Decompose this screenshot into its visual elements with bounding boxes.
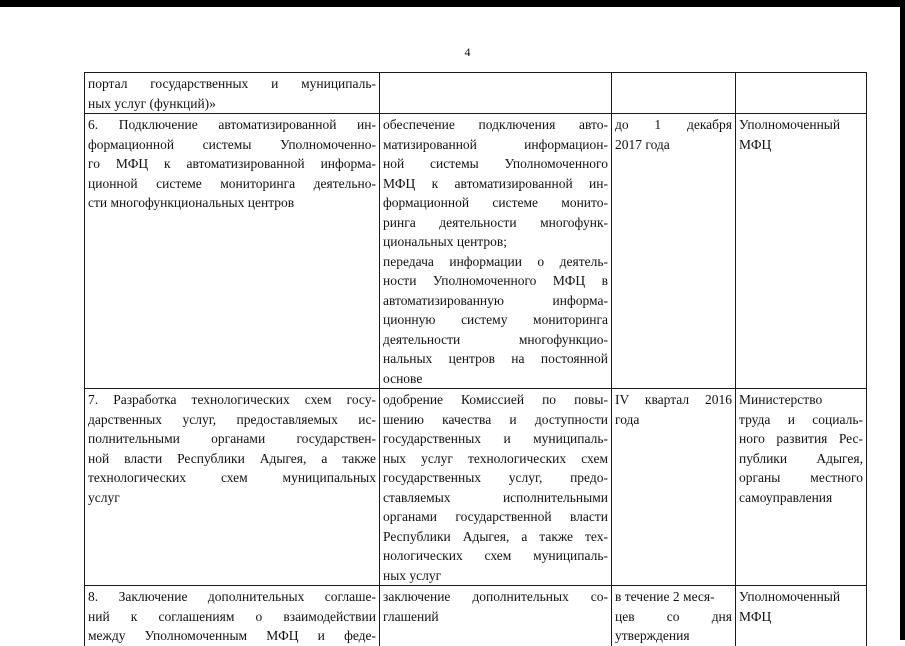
deadline-cell	[612, 73, 736, 114]
text-line: ных услуг технологических схем	[383, 450, 608, 466]
text-line: ных услуг (функций)»	[88, 95, 216, 111]
text-line: матизированной информацион-	[383, 136, 608, 152]
text-line: передача информации о деятель-	[383, 253, 608, 269]
result-cell	[380, 73, 612, 114]
measure-cell	[85, 586, 380, 646]
text-line: ных услуг	[383, 567, 442, 583]
text-line: до 1 декабря	[615, 117, 732, 132]
text-line: труда и социаль-	[739, 411, 863, 427]
table-row	[85, 586, 867, 646]
text-line: автоматизированную информа-	[383, 292, 608, 308]
text-line: формационной системы Уполномоченно-	[88, 136, 376, 152]
text-line: между Уполномоченным МФЦ и феде-	[88, 628, 376, 643]
text-line: технологических схем муниципальных	[88, 470, 376, 485]
table-row	[85, 114, 867, 389]
text-line: сти многофункциональных центров	[88, 195, 295, 210]
text-line: обеспечение подключения авто-	[383, 117, 608, 132]
deadline-cell	[612, 586, 736, 646]
text-line: ности Уполномоченного МФЦ в	[383, 273, 608, 288]
text-line: заключение дополнительных со-	[383, 589, 608, 604]
table-row	[85, 73, 867, 114]
text-line: полнительными органами государствен-	[88, 431, 376, 446]
text-line: нальных центров на постоянной	[383, 351, 608, 366]
text-line: IV квартал 2016	[615, 392, 732, 407]
text-line: 8. Заключение дополнительных соглаше-	[88, 589, 376, 604]
text-line: ринга деятельности многофунк-	[383, 214, 608, 230]
text-line: цев со дня	[615, 608, 732, 624]
text-line: 2017 года	[615, 136, 670, 152]
text-line: циональных центров;	[383, 234, 507, 249]
text-line: государственных услуг, предо-	[383, 470, 608, 485]
text-line: шению качества и доступности	[383, 411, 608, 427]
text-line: публики Адыгея,	[739, 450, 863, 466]
text-line: органы местного	[739, 470, 863, 485]
text-line: ний к соглашениям о взаимодействии	[88, 608, 376, 624]
text-line: Министерство	[739, 392, 823, 407]
result-cell	[380, 586, 612, 646]
table-row	[85, 389, 867, 586]
measure-cell	[85, 73, 380, 114]
text-line: МФЦ	[739, 608, 772, 624]
text-line: одобрение Комиссией по повы-	[383, 392, 608, 407]
text-line: самоуправления	[739, 489, 833, 505]
text-line: МФЦ	[739, 136, 772, 152]
text-line: ной власти Республики Адыгея, а также	[88, 450, 376, 466]
text-line: ной системы Уполномоченного	[383, 156, 608, 171]
text-line: деятельности многофункцио-	[383, 331, 608, 347]
responsible-cell	[736, 73, 867, 114]
page-number: 4	[464, 45, 471, 59]
text-line: портал государственных и муниципаль-	[88, 76, 376, 91]
text-line: нологических схем муниципаль-	[383, 548, 608, 563]
scan-border-right	[900, 0, 905, 640]
text-line: ционную систему мониторинга	[383, 312, 608, 327]
text-line: основе	[383, 370, 423, 386]
deadline-cell	[612, 389, 736, 586]
measure-cell	[85, 114, 380, 389]
text-line: органами государственной власти	[383, 509, 608, 524]
responsible-cell	[736, 389, 867, 586]
text-line: ного развития Рес-	[739, 431, 863, 446]
text-line: дарственных услуг, предоставляемых ис-	[88, 411, 376, 427]
scan-border-top	[0, 0, 905, 7]
text-line: глашений	[383, 608, 439, 624]
text-line: ставляемых исполнительными	[383, 489, 608, 505]
text-line: ционной системе мониторинга деятельно-	[88, 175, 376, 191]
text-line: го МФЦ к автоматизированной информа-	[88, 156, 376, 171]
result-cell	[380, 114, 612, 389]
responsible-cell	[736, 114, 867, 389]
result-cell	[380, 389, 612, 586]
text-line: услуг	[88, 489, 120, 505]
text-line: утверждения	[615, 628, 690, 643]
text-line: МФЦ к автоматизированной ин-	[383, 175, 608, 191]
measures-table	[84, 72, 867, 646]
text-line: Уполномоченный	[739, 589, 841, 604]
text-line: Уполномоченный	[739, 117, 841, 132]
text-line: государственных и муниципаль-	[383, 431, 608, 446]
text-line: 6. Подключение автоматизированной ин-	[88, 117, 376, 132]
text-line: 7. Разработка технологических схем госу-	[88, 392, 376, 407]
responsible-cell	[736, 586, 867, 646]
measure-cell	[85, 389, 380, 586]
text-line: в течение 2 меся-	[615, 589, 715, 604]
text-line: формационной системе монито-	[383, 195, 608, 210]
text-line: Республики Адыгея, а также тех-	[383, 528, 608, 544]
text-line: года	[615, 411, 640, 427]
deadline-cell	[612, 114, 736, 389]
